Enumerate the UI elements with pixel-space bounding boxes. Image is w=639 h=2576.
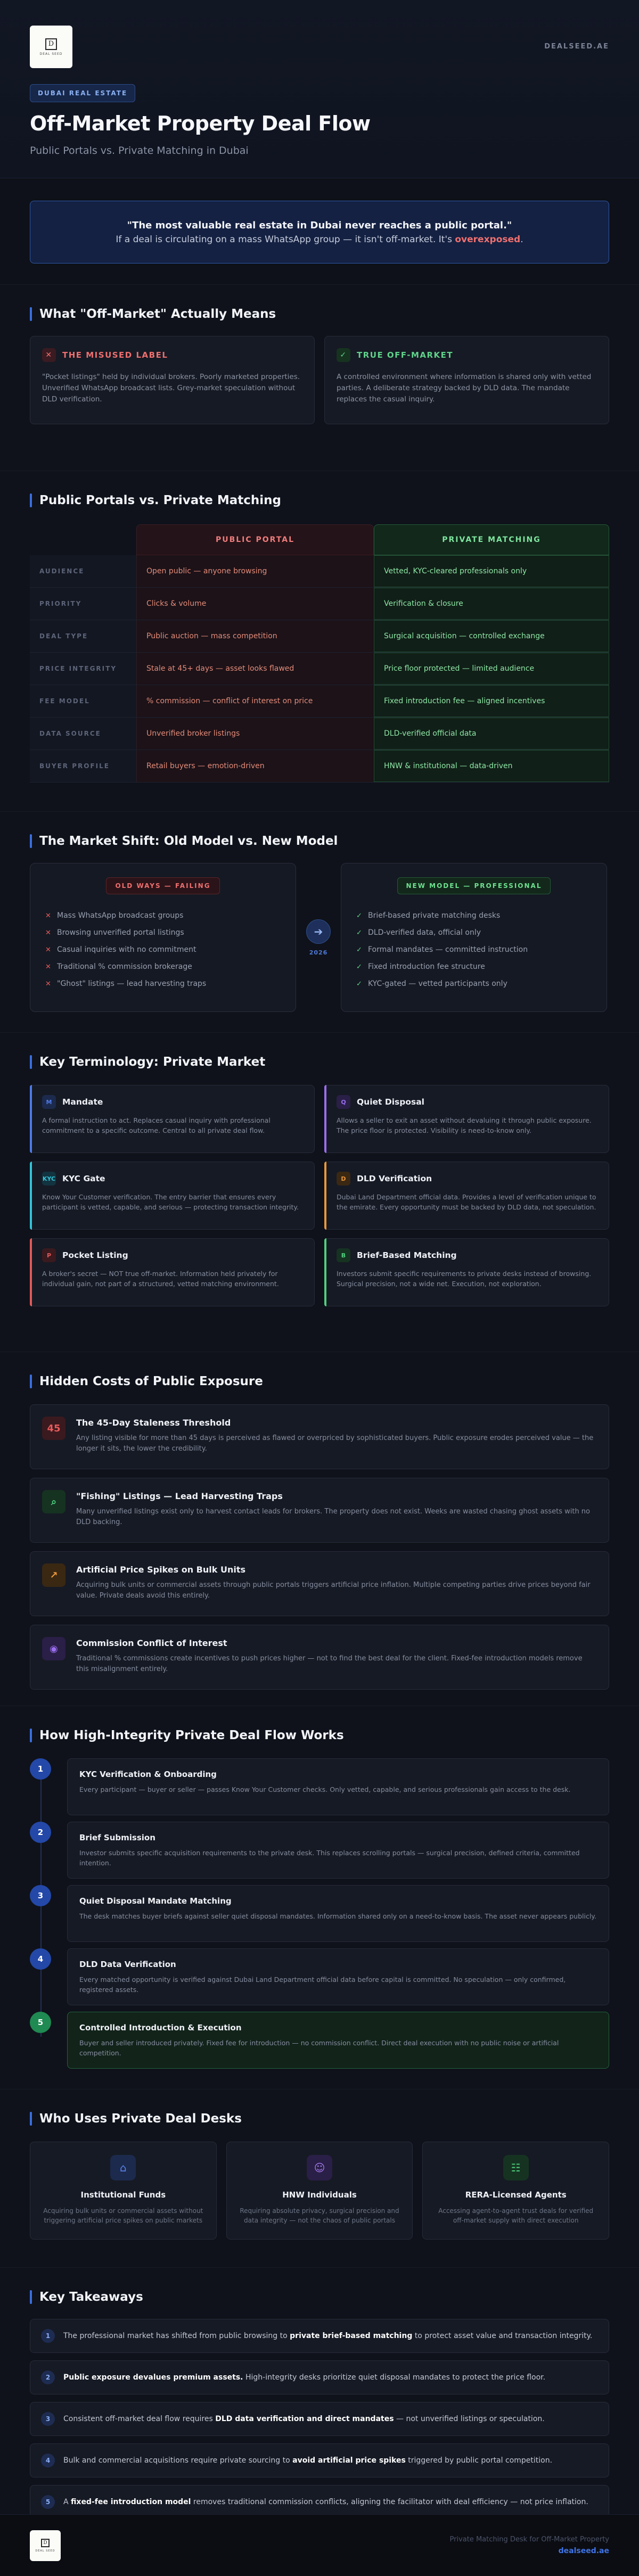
- page-title: Off-Market Property Deal Flow: [30, 112, 371, 135]
- public-cell: Stale at 45+ days — asset looks flawed: [136, 653, 374, 685]
- term-description: A formal instruction to act. Replaces casual inquiry with professional commitment to a specific outcome. Central to all private deal flow.: [42, 1116, 271, 1134]
- logo-text: DEAL SEED: [39, 52, 63, 56]
- cost-description: Traditional % commissions create incentives to push prices higher — not to find the best deal for the client. Fixed-fee introduction models remove this misalignment entirely.: [76, 1655, 583, 1673]
- term-description: A broker's secret — NOT true off-market. Information held privately for individual gain, not part of a structured, vetted matching environment.: [42, 1270, 279, 1288]
- cost-item: [30, 1625, 609, 1690]
- footer: [0, 2514, 639, 2576]
- term-icon: Q: [337, 1095, 350, 1109]
- person-icon: ☺: [307, 2155, 332, 2180]
- category-pill: DUBAI REAL ESTATE: [30, 84, 135, 102]
- takeaways-section: [0, 2268, 639, 2542]
- cost-title: Commission Conflict of Interest: [76, 1638, 227, 1648]
- takeaway-number: 3: [41, 2412, 55, 2426]
- check-icon: ✓: [356, 962, 362, 971]
- market-shift-section: [0, 812, 639, 1033]
- logo-text: DEAL SEED: [35, 2549, 55, 2553]
- private-cell: Verification & closure: [374, 588, 609, 620]
- cost-item: [30, 1404, 609, 1469]
- list-item: ✕ Traditional % commission brokerage: [45, 962, 192, 971]
- check-icon: ✓: [337, 348, 350, 362]
- takeaway-text: The professional market has shifted from public browsing to private brief-based matching to protect asset value and transaction integrity.: [63, 2332, 593, 2340]
- brand-logo[interactable]: [30, 26, 72, 68]
- takeaway-number: 2: [41, 2371, 55, 2384]
- footer-tagline: Private Matching Desk for Off-Market Property: [449, 2536, 609, 2544]
- search-icon: ⌕: [42, 1490, 65, 1513]
- list-item: ✓ DLD-verified data, official only: [356, 928, 481, 937]
- term-name: KYC Gate: [62, 1174, 105, 1183]
- list-item: ✕ Mass WhatsApp broadcast groups: [45, 911, 184, 920]
- table-row: [30, 685, 609, 718]
- public-cell: Public auction — mass competition: [136, 620, 374, 652]
- transition-indicator: [296, 919, 341, 956]
- takeaway-item: [30, 2319, 609, 2353]
- term-icon: M: [42, 1095, 56, 1109]
- step-title: KYC Verification & Onboarding: [79, 1770, 217, 1779]
- list-item: ✕ Browsing unverified portal listings: [45, 928, 184, 937]
- row-label: DATA SOURCE: [30, 718, 136, 750]
- off-market-section: [0, 285, 639, 471]
- term-icon: D: [337, 1172, 350, 1186]
- takeaway-number: 5: [41, 2495, 55, 2509]
- step-title: DLD Data Verification: [79, 1960, 176, 1969]
- cost-item: [30, 1551, 609, 1616]
- section-title: Hidden Costs of Public Exposure: [30, 1373, 609, 1389]
- term-card: [30, 1085, 315, 1153]
- step-title: Brief Submission: [79, 1833, 155, 1842]
- step-number: 1: [30, 1758, 51, 1780]
- list-item: ✓ Formal mandates — committed instruction: [356, 945, 528, 954]
- term-icon: KYC: [42, 1172, 56, 1186]
- x-icon: ✕: [45, 980, 51, 988]
- takeaway-number: 1: [41, 2329, 55, 2343]
- cost-description: Many unverified listings exist only to harvest contact leads for brokers. The property does not exist. Weeks are wasted chasing ghost assets with no DLD backing.: [76, 1508, 591, 1526]
- row-label: PRIORITY: [30, 588, 136, 620]
- takeaway-item: [30, 2443, 609, 2478]
- quote-line-1: "The most valuable real estate in Dubai never reaches a public portal.": [127, 219, 512, 231]
- term-name: DLD Verification: [357, 1174, 432, 1183]
- row-label: DEAL TYPE: [30, 620, 136, 652]
- term-description: Investors submit specific requirements to private desks instead of browsing. Surgical precision, not a wide net. Execution, not exploration.: [337, 1270, 592, 1288]
- term-description: Dubai Land Department official data. Provides a level of verification unique to the emirate. Every opportunity must be backed by DLD data, not speculation.: [337, 1193, 596, 1211]
- step-number: 3: [30, 1885, 51, 1906]
- user-type-title: RERA-Licensed Agents: [465, 2190, 567, 2200]
- user-type-description: Acquiring bulk units or commercial assets without triggering artificial price spikes on public markets: [43, 2207, 203, 2224]
- process-step: [30, 1948, 609, 2005]
- trending-up-icon: ↗: [42, 1563, 65, 1587]
- step-description: Buyer and seller introduced privately. Fixed fee for introduction — no commission conflict. Direct deal execution with no public noise or artificial competition.: [79, 2039, 559, 2057]
- old-model-badge: OLD WAYS — FAILING: [106, 877, 219, 894]
- table-header-row: [30, 524, 609, 555]
- private-cell: Vetted, KYC-cleared professionals only: [374, 555, 609, 587]
- user-type-title: Institutional Funds: [80, 2190, 166, 2200]
- process-section: [0, 1706, 639, 2089]
- footer-url[interactable]: dealseed.ae: [558, 2547, 609, 2555]
- section-title: How High-Integrity Private Deal Flow Works: [30, 1727, 609, 1743]
- section-title: Key Terminology: Private Market: [30, 1054, 609, 1070]
- hidden-costs-section: [0, 1352, 639, 1706]
- header-url[interactable]: DEALSEED.AE: [544, 43, 609, 51]
- public-cell: % commission — conflict of interest on price: [136, 685, 374, 717]
- bank-icon: ⌂: [110, 2155, 136, 2180]
- user-type-card: [226, 2142, 413, 2240]
- public-cell: Retail buyers — emotion-driven: [136, 750, 374, 782]
- term-name: Mandate: [62, 1097, 103, 1107]
- list-item: ✓ Fixed introduction fee structure: [356, 962, 485, 971]
- private-cell: Price floor protected — limited audience: [374, 653, 609, 685]
- takeaway-number: 4: [41, 2454, 55, 2467]
- transition-year: 2026: [309, 949, 328, 956]
- private-cell: Fixed introduction fee — aligned incentives: [374, 685, 609, 717]
- step-description: The desk matches buyer briefs against seller quiet disposal mandates. Information shared only on a need-to-know basis. The asset never appears publicly.: [79, 1912, 596, 1920]
- private-cell: HNW & institutional — data-driven: [374, 750, 609, 782]
- step-description: Investor submits specific acquisition requirements to the private desk. This replaces scrolling portals — surgical precision, defined criteria, committed intention.: [79, 1849, 580, 1867]
- term-description: Allows a seller to exit an asset without devaluing it through public exposure. The price floor is protected. Visibility is need-to-know only.: [337, 1116, 592, 1134]
- term-card: [30, 1238, 315, 1306]
- x-icon: ✕: [45, 962, 51, 971]
- true-off-market-card: ✓ TRUE OFF-MARKET A controlled environment where information is shared only with vetted parties. A deliberate strategy backed by DLD data. The mandate replaces the casual inquiry.: [324, 336, 609, 424]
- old-model-card: [30, 863, 296, 1012]
- quote-box: [30, 201, 609, 264]
- terminology-section: [0, 1033, 639, 1352]
- check-icon: ✓: [356, 980, 362, 988]
- user-type-title: HNW Individuals: [282, 2190, 357, 2200]
- table-row: [30, 555, 609, 588]
- x-icon: ✕: [45, 928, 51, 937]
- check-icon: ✓: [356, 928, 362, 937]
- new-model-badge: NEW MODEL — PROFESSIONAL: [397, 877, 551, 894]
- term-icon: P: [42, 1248, 56, 1262]
- row-label: AUDIENCE: [30, 555, 136, 587]
- step-number: 4: [30, 1948, 51, 1970]
- arrow-right-icon: ➔: [306, 919, 331, 944]
- list-item: ✕ Casual inquiries with no commitment: [45, 945, 196, 954]
- row-label: PRICE INTEGRITY: [30, 653, 136, 685]
- table-row: [30, 750, 609, 783]
- term-card: [324, 1085, 609, 1153]
- takeaway-item: [30, 2402, 609, 2436]
- logo-mark: D: [45, 38, 57, 50]
- public-cell: Clicks & volume: [136, 588, 374, 620]
- quote-line-2: If a deal is circulating on a mass WhatsApp group — it isn't off-market. It's overexposed.: [116, 234, 523, 245]
- takeaway-text: A fixed-fee introduction model removes traditional commission conflicts, aligning the facilitator with deal efficiency — not price inflation.: [63, 2498, 588, 2506]
- conflict-icon: ◉: [42, 1637, 65, 1660]
- section-title: Who Uses Private Deal Desks: [30, 2111, 609, 2127]
- user-type-description: Accessing agent-to-agent trust deals for verified off-market supply with direct execution: [438, 2207, 594, 2224]
- user-type-card: [30, 2142, 217, 2240]
- cost-title: "Fishing" Listings — Lead Harvesting Traps: [76, 1491, 283, 1501]
- section-title: The Market Shift: Old Model vs. New Model: [30, 833, 609, 849]
- term-name: Brief-Based Matching: [357, 1250, 457, 1260]
- x-icon: ✕: [45, 945, 51, 954]
- col-header-private: PRIVATE MATCHING: [374, 524, 609, 555]
- cost-item: [30, 1478, 609, 1543]
- term-card: [324, 1238, 609, 1306]
- misused-label-card: ✕ THE MISUSED LABEL "Pocket listings" held by individual brokers. Poorly marketed properties. Unverified WhatsApp broadcast lists. Grey-market speculation without DLD verification.: [30, 336, 315, 424]
- calendar-45-icon: 45: [42, 1417, 65, 1440]
- takeaway-text: Public exposure devalues premium assets. High-integrity desks prioritize quiet disposal mandates to protect the price floor.: [63, 2373, 546, 2382]
- x-icon: ✕: [45, 911, 51, 920]
- users-icon: ☷: [503, 2155, 529, 2180]
- term-card: [324, 1162, 609, 1230]
- process-step: [30, 2012, 609, 2069]
- process-step: [30, 1885, 609, 1942]
- new-model-card: [341, 863, 607, 1012]
- cost-title: The 45-Day Staleness Threshold: [76, 1418, 231, 1428]
- table-row: [30, 588, 609, 620]
- comparison-section: [0, 471, 639, 812]
- footer-logo[interactable]: [30, 2530, 61, 2561]
- section-title: What "Off-Market" Actually Means: [30, 306, 609, 322]
- list-item: ✓ KYC-gated — vetted participants only: [356, 980, 507, 988]
- term-name: Quiet Disposal: [357, 1097, 424, 1107]
- process-step: [30, 1758, 609, 1815]
- takeaway-item: [30, 2360, 609, 2394]
- step-description: Every participant — buyer or seller — passes Know Your Customer checks. Only vetted, capable, and serious professionals gain access to the desk.: [79, 1785, 571, 1793]
- takeaway-text: Consistent off-market deal flow requires DLD data verification and direct mandates — not unverified listings or speculation.: [63, 2415, 545, 2423]
- cost-description: Any listing visible for more than 45 days is perceived as flawed or overpriced by sophisticated buyers. Public exposure erodes perceived value — the longer it sits, the lower the credibility.: [76, 1434, 594, 1453]
- cost-title: Artificial Price Spikes on Bulk Units: [76, 1565, 245, 1575]
- term-description: Know Your Customer verification. The entry barrier that ensures every participant is vetted, capable, and serious — protecting transaction integrity.: [42, 1193, 299, 1211]
- table-row: [30, 620, 609, 653]
- step-number: 2: [30, 1822, 51, 1843]
- list-item: ✕ "Ghost" listings — lead harvesting traps: [45, 980, 207, 988]
- term-icon: B: [337, 1248, 350, 1262]
- row-label: BUYER PROFILE: [30, 750, 136, 782]
- table-row: [30, 653, 609, 685]
- page-subtitle: Public Portals vs. Private Matching in Dubai: [30, 145, 249, 157]
- private-cell: DLD-verified official data: [374, 718, 609, 750]
- logo-mark: D: [41, 2539, 50, 2547]
- step-number: 5: [30, 2012, 51, 2033]
- term-card: [30, 1162, 315, 1230]
- section-title: Key Takeaways: [30, 2289, 609, 2305]
- user-type-description: Requiring absolute privacy, surgical precision and data integrity — not the chaos of public portals: [240, 2207, 399, 2224]
- section-title: Public Portals vs. Private Matching: [30, 492, 609, 508]
- row-label: FEE MODEL: [30, 685, 136, 717]
- public-cell: Open public — anyone browsing: [136, 555, 374, 587]
- step-description: Every matched opportunity is verified against Dubai Land Department official data before capital is committed. No speculation — only confirmed, registered assets.: [79, 1976, 566, 1994]
- cost-description: Acquiring bulk units or commercial assets through public portals triggers artificial price inflation. Multiple competing parties drive prices beyond fair value. Private deals avoid this entirely.: [76, 1581, 591, 1600]
- list-item: ✓ Brief-based private matching desks: [356, 911, 501, 920]
- who-uses-section: [0, 2089, 639, 2268]
- step-title: Controlled Introduction & Execution: [79, 2023, 242, 2032]
- user-type-card: [422, 2142, 609, 2240]
- check-icon: ✓: [356, 911, 362, 920]
- x-icon: ✕: [42, 348, 56, 362]
- public-cell: Unverified broker listings: [136, 718, 374, 750]
- col-header-public: PUBLIC PORTAL: [136, 524, 374, 555]
- takeaway-text: Bulk and commercial acquisitions require private sourcing to avoid artificial price spikes triggered by public portal competition.: [63, 2456, 553, 2465]
- step-title: Quiet Disposal Mandate Matching: [79, 1896, 232, 1906]
- term-name: Pocket Listing: [62, 1250, 128, 1260]
- comparison-table: [30, 524, 609, 783]
- private-cell: Surgical acquisition — controlled exchange: [374, 620, 609, 652]
- process-step: [30, 1822, 609, 1879]
- quote-emphasis: overexposed: [455, 234, 521, 245]
- check-icon: ✓: [356, 945, 362, 954]
- hero: [0, 0, 639, 178]
- quote-section: [0, 178, 639, 285]
- table-row: [30, 718, 609, 750]
